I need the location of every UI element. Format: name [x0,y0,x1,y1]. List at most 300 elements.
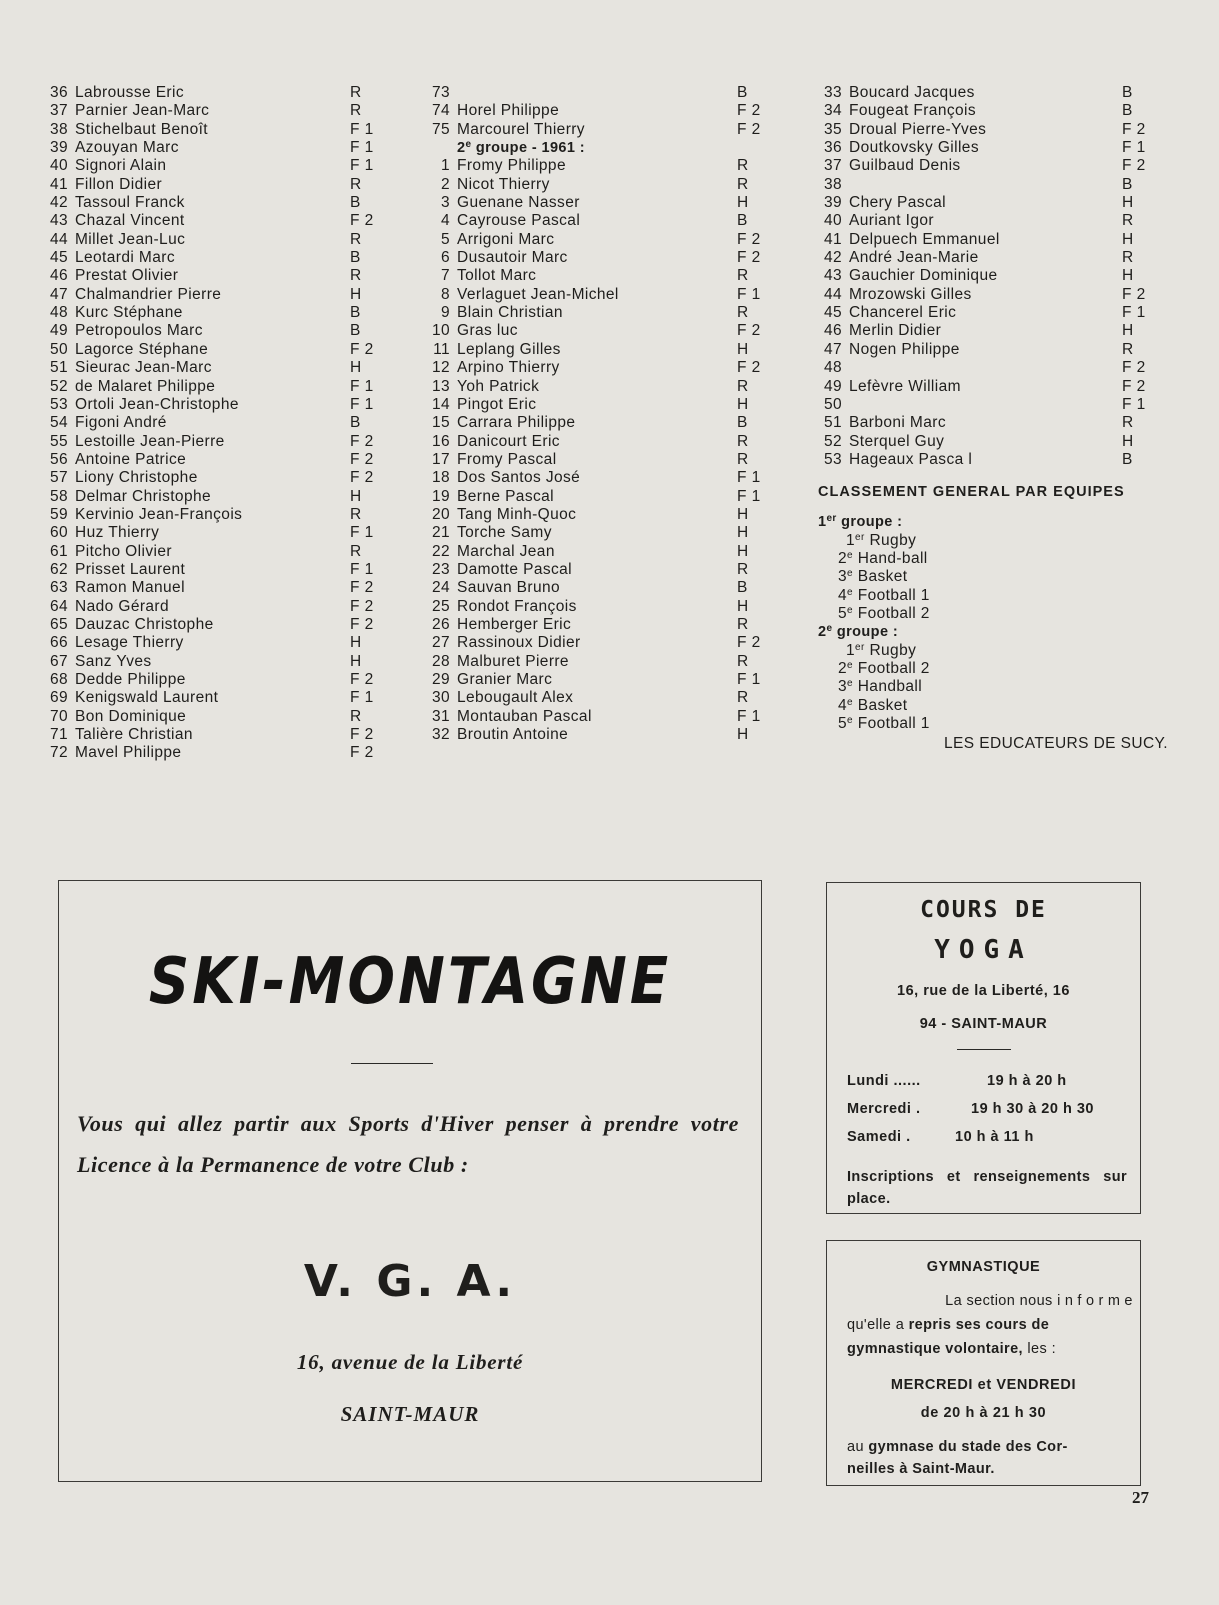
entry-code: F 2 [737,634,761,652]
club-name: V. G. A. [303,1256,517,1307]
entry-name: Chancerel Eric [849,304,957,322]
classement-item: 5e Football 1 [838,715,930,732]
entry-name: Droual Pierre-Yves [849,120,987,138]
entry-name: Tang Minh-Quoc [457,505,577,523]
list-item [44,139,410,157]
entry-name: Lagorce Stéphane [75,340,209,358]
entry-num: 37 [823,157,842,175]
entry-num: 39 [823,194,842,212]
list-item [426,579,797,597]
entry-name: Yoh Patrick [457,377,540,395]
entry-num: 45 [49,249,68,267]
classement-group-heading: 2e groupe : [818,623,899,641]
entry-name: Lestoille Jean-Pierre [75,432,225,450]
entry-num: 38 [49,120,68,138]
results-list-1 [44,84,410,763]
list-item [426,451,797,469]
list-item [44,341,410,359]
entry-name: Leotardi Marc [75,249,175,267]
list-item [44,671,410,689]
entry-name: Huz Thierry [75,524,160,542]
list-item [818,267,1182,285]
entry-num: 45 [823,304,842,322]
entry-code: F 1 [737,487,761,505]
entry-code: R [350,542,362,560]
entry-code: R [737,432,749,450]
list-item [44,653,410,671]
entry-num: 49 [823,377,842,395]
entry-num: 16 [431,432,450,450]
entry-name: Merlin Didier [849,322,942,340]
entry-code: R [350,707,362,725]
entry-name: Marcourel Thierry [457,120,585,138]
entry-num: 1 [440,157,450,175]
entry-name: Fromy Pascal [457,450,557,468]
entry-name: Arrigoni Marc [457,230,555,248]
list-item [44,506,410,524]
entry-code: F 2 [1122,285,1146,303]
entry-name: Kurc Stéphane [75,304,183,322]
entry-num: 13 [431,377,450,395]
entry-name: Gras luc [457,322,518,340]
list-item [44,414,410,432]
entry-name: Damotte Pascal [457,560,573,578]
entry-code: F 2 [1122,157,1146,175]
entry-name: Millet Jean-Luc [75,230,186,248]
entry-name: Malburet Pierre [457,652,569,670]
entry-name: Figoni André [75,414,167,432]
entry-code: F 1 [737,671,761,688]
entry-num: 26 [431,615,450,633]
entry-name: Talière Christian [75,726,193,744]
list-item [44,396,410,414]
list-item [44,212,410,230]
list-item [426,561,797,579]
list-item [818,378,1182,396]
entry-code: F 2 [350,671,374,688]
entry-code: B [350,304,361,322]
entry-name: Horel Philippe [457,102,560,120]
entry-code: R [737,175,749,193]
list-item [818,433,1182,451]
list-item [44,469,410,487]
entry-name: Montauban Pascal [457,707,592,725]
ski-title: SKI-MONTAGNE [148,944,672,1019]
list-item [44,304,410,322]
gym-line: neilles à Saint-Maur. [847,1461,995,1477]
entry-name: André Jean-Marie [849,249,979,267]
entry-num: 17 [431,450,450,468]
schedule-row: Samedi . 10 h à 11 h [847,1129,1034,1145]
list-item [818,341,1182,359]
entry-num: 51 [49,359,68,377]
entry-code: B [737,414,748,432]
entry-code: R [350,102,362,120]
entry-name: Carrara Philippe [457,414,576,432]
entry-code: B [737,212,748,230]
entry-code: R [737,304,749,322]
list-item [44,543,410,561]
entry-code: B [737,579,748,597]
entry-num: 27 [431,634,450,652]
entry-name: Mrozowski Gilles [849,285,972,303]
signature: LES EDUCATEURS DE SUCY. [944,735,1168,753]
classement-item: 5e Football 2 [838,604,930,622]
entry-code: R [737,377,749,395]
entry-num: 36 [823,139,842,157]
entry-name: Danicourt Eric [457,432,560,450]
gym-line: gymnastique volontaire, les : [847,1341,1057,1357]
entry-code: R [737,652,749,670]
classement-list [818,513,1182,733]
entry-name: Kervinio Jean-François [75,505,243,523]
entry-code: R [737,450,749,468]
list-item [426,322,797,340]
entry-num: 65 [49,615,68,633]
list-item [44,561,410,579]
yoga-title-line1: COURS DE [920,897,1047,923]
entry-num: 47 [49,285,68,303]
entry-name: Fougeat François [849,102,977,120]
list-item [818,102,1182,120]
list-item [818,84,1182,102]
gym-line: La section nous informe [945,1293,1137,1309]
entry-num: 48 [49,304,68,322]
list-item [426,488,797,506]
list-item [426,249,797,267]
entry-code: F 1 [350,377,374,395]
ski-montagne-ad [58,880,762,1482]
entry-num: 59 [49,505,68,523]
entry-num: 39 [49,139,68,157]
list-item [44,708,410,726]
list-item [426,689,797,707]
list-item [44,157,410,175]
list-item [426,212,797,230]
list-item [818,231,1182,249]
entry-num: 23 [431,560,450,578]
entry-num: 75 [431,120,450,138]
entry-name: Signori Alain [75,157,167,175]
entry-num: 32 [431,726,450,744]
list-item [44,726,410,744]
list-item [818,139,1182,157]
list-item [426,708,797,726]
list-item [44,524,410,542]
entry-name: Labrousse Eric [75,84,184,101]
list-item [426,286,797,304]
entry-num: 67 [49,652,68,670]
list-item [426,267,797,285]
results-column-3 [818,84,1182,754]
entry-code: F 2 [350,579,374,597]
list-item [44,121,410,139]
list-item [818,157,1182,175]
yoga-city: 94 - SAINT-MAUR [919,1016,1048,1032]
entry-num: 42 [49,194,68,212]
list-item [44,744,410,762]
entry-num: 2 [440,175,450,193]
list-item [44,488,410,506]
entry-code: H [350,487,362,505]
list-item [426,469,797,487]
entry-name: Tassoul Franck [75,194,185,212]
entry-code: F 1 [350,157,374,175]
entry-code: F 2 [350,450,374,468]
entry-name: Auriant Igor [849,212,934,230]
entry-name: Doutkovsky Gilles [849,139,979,157]
classement-item: 3e Basket [838,568,908,586]
list-item [426,616,797,634]
entry-num: 56 [49,450,68,468]
entry-num: 53 [49,395,68,413]
entry-num: 43 [823,267,842,285]
entry-num: 8 [440,285,450,303]
club-city: SAINT-MAUR [340,1402,480,1426]
entry-num: 48 [823,359,842,377]
entry-name: Chalmandrier Pierre [75,285,222,303]
entry-name: Dedde Philippe [75,671,186,688]
entry-code: B [350,194,361,212]
entry-code: H [350,359,362,377]
list-item [44,84,410,102]
list-item [44,689,410,707]
entry-code: H [737,194,749,212]
entry-code: F 1 [737,285,761,303]
entry-name [457,84,737,102]
entry-code: R [1122,340,1134,358]
entry-num: 15 [431,414,450,432]
entry-num: 5 [440,230,450,248]
entry-code: R [737,689,749,707]
list-item [44,231,410,249]
classement-item: 2e Football 2 [838,659,930,677]
entry-num: 28 [431,652,450,670]
entry-num: 50 [823,395,842,413]
entry-name: Tollot Marc [457,267,537,285]
entry-code: H [1122,432,1134,450]
entry-code: F 2 [350,340,374,358]
entry-code: H [737,340,749,358]
entry-num: 74 [431,102,450,120]
entry-code: H [350,634,362,652]
list-item [44,286,410,304]
entry-code: B [350,249,361,267]
entry-name: Leplang Gilles [457,340,561,358]
list-item [426,102,797,120]
entry-name [849,176,1122,194]
entry-num: 11 [433,340,450,358]
classement-item: 2e Hand-ball [838,549,928,567]
entry-num: 40 [823,212,842,230]
entry-name: Stichelbaut Benoît [75,120,209,138]
entry-num: 54 [49,414,68,432]
entry-code: F 1 [350,120,374,138]
entry-code: R [350,505,362,523]
list-item [426,194,797,212]
entry-code: H [737,524,749,542]
entry-code: F 2 [1122,377,1146,395]
entry-code: F 2 [350,615,374,633]
entry-num: 47 [823,340,842,358]
entry-name: Dauzac Christophe [75,615,214,633]
yoga-title-line2: YOGA [934,935,1033,965]
entry-num: 18 [431,469,450,487]
list-item [426,433,797,451]
entry-code: H [1122,230,1134,248]
entry-name: Chazal Vincent [75,212,185,230]
list-item [818,121,1182,139]
entry-name: Arpino Thierry [457,359,560,377]
entry-code: B [1122,84,1133,101]
list-item [426,414,797,432]
entry-num: 44 [49,230,68,248]
list-item [818,414,1182,432]
entry-num: 36 [49,84,68,101]
list-item [426,653,797,671]
entry-num: 14 [431,395,450,413]
club-address: 16, avenue de la Liberté [296,1350,524,1374]
classement-item: 3e Handball [838,678,923,696]
entry-code: H [1122,322,1134,340]
entry-num: 38 [823,175,842,193]
divider [957,1049,1011,1050]
list-item [426,671,797,689]
entry-name: Mavel Philippe [75,744,182,762]
entry-name: Prisset Laurent [75,560,186,578]
entry-num: 46 [823,322,842,340]
yoga-note: Inscriptions et renseignements sur place. [847,1169,1127,1207]
entry-code: F 1 [350,689,374,707]
gym-days: MERCREDI et VENDREDI [890,1377,1077,1393]
entry-code: H [737,395,749,413]
entry-code: B [1122,450,1133,468]
entry-num: 64 [49,597,68,615]
entry-num: 72 [49,744,68,762]
entry-num: 22 [431,542,450,560]
list-item [818,212,1182,230]
entry-name [849,359,1122,377]
entry-code: F 1 [737,469,761,487]
entry-num: 21 [431,524,450,542]
entry-code: F 1 [350,139,374,157]
entry-code: F 2 [737,359,761,377]
entry-code: B [1122,102,1133,120]
entry-name: Nogen Philippe [849,340,960,358]
entry-num: 69 [49,689,68,707]
gymnastique-ad [826,1240,1141,1486]
list-item [44,249,410,267]
entry-name: Broutin Antoine [457,726,569,744]
entry-name: Dusautoir Marc [457,249,568,267]
entry-code: H [737,726,749,744]
list-item [426,121,797,139]
entry-code: F 2 [737,120,761,138]
list-item [818,194,1182,212]
yoga-ad [826,882,1141,1214]
entry-code: R [350,230,362,248]
entry-name: Petropoulos Marc [75,322,203,340]
entry-code: F 1 [350,395,374,413]
entry-name: Liony Christophe [75,469,198,487]
list-item [426,634,797,652]
gym-hours: de 20 h à 21 h 30 [920,1405,1047,1421]
entry-code: H [350,285,362,303]
entry-num: 10 [431,322,450,340]
entry-code: F 2 [1122,359,1146,377]
entry-name: Hageaux Pasca l [849,450,973,468]
entry-name: Barboni Marc [849,414,946,432]
yoga-address: 16, rue de la Liberté, 16 [897,983,1070,999]
entry-num: 62 [49,560,68,578]
schedule-row: Lundi ...... 19 h à 20 h [847,1073,1067,1089]
entry-name: Prestat Olivier [75,267,179,285]
entry-num: 41 [823,230,842,248]
entry-code: F 2 [350,726,374,744]
list-item [818,396,1182,414]
entry-code: F 2 [350,469,374,487]
entry-name: Rondot François [457,597,577,615]
gym-line: qu'elle a repris ses cours de [847,1317,1050,1333]
entry-name: Sterquel Guy [849,432,945,450]
entry-name: Boucard Jacques [849,84,975,101]
list-item [44,378,410,396]
entry-code: R [1122,414,1134,432]
list-item [818,176,1182,194]
entry-name: Pingot Eric [457,395,537,413]
entry-name: Bon Dominique [75,707,187,725]
entry-name: Sauvan Bruno [457,579,561,597]
entry-num: 34 [823,102,842,120]
entry-name: Torche Samy [457,524,552,542]
list-item [818,359,1182,377]
list-item [426,176,797,194]
results-list-2 [426,157,797,744]
entry-num: 55 [49,432,68,450]
entry-name: Berne Pascal [457,487,554,505]
entry-name: Hemberger Eric [457,615,572,633]
entry-name: Lefèvre William [849,377,961,395]
entry-code: R [737,157,749,175]
entry-name: Granier Marc [457,671,553,688]
entry-name: Lebougault Alex [457,689,574,707]
entry-code: B [1122,175,1133,193]
entry-num: 49 [49,322,68,340]
entry-code: R [737,560,749,578]
entry-name: Delmar Christophe [75,487,212,505]
entry-code: F 2 [737,322,761,340]
entry-name: Gauchier Dominique [849,267,998,285]
entry-name: Parnier Jean-Marc [75,102,210,120]
entry-num: 31 [431,707,450,725]
entry-num: 53 [823,450,842,468]
entry-num: 6 [440,249,450,267]
classement-item: 4e Basket [838,696,908,714]
entry-name: Rassinoux Didier [457,634,581,652]
entry-code: B [350,414,361,432]
entry-num: 50 [49,340,68,358]
entry-num: 37 [49,102,68,120]
entry-name: Dos Santos José [457,469,581,487]
list-item [44,598,410,616]
list-item [44,176,410,194]
entry-name: Ramon Manuel [75,579,185,597]
entry-num: 12 [431,359,450,377]
classement-group-heading: 1er groupe : [818,513,903,531]
entry-code: R [1122,212,1134,230]
gym-line: au gymnase du stade des Cor- [847,1439,1068,1455]
entry-num: 70 [49,707,68,725]
